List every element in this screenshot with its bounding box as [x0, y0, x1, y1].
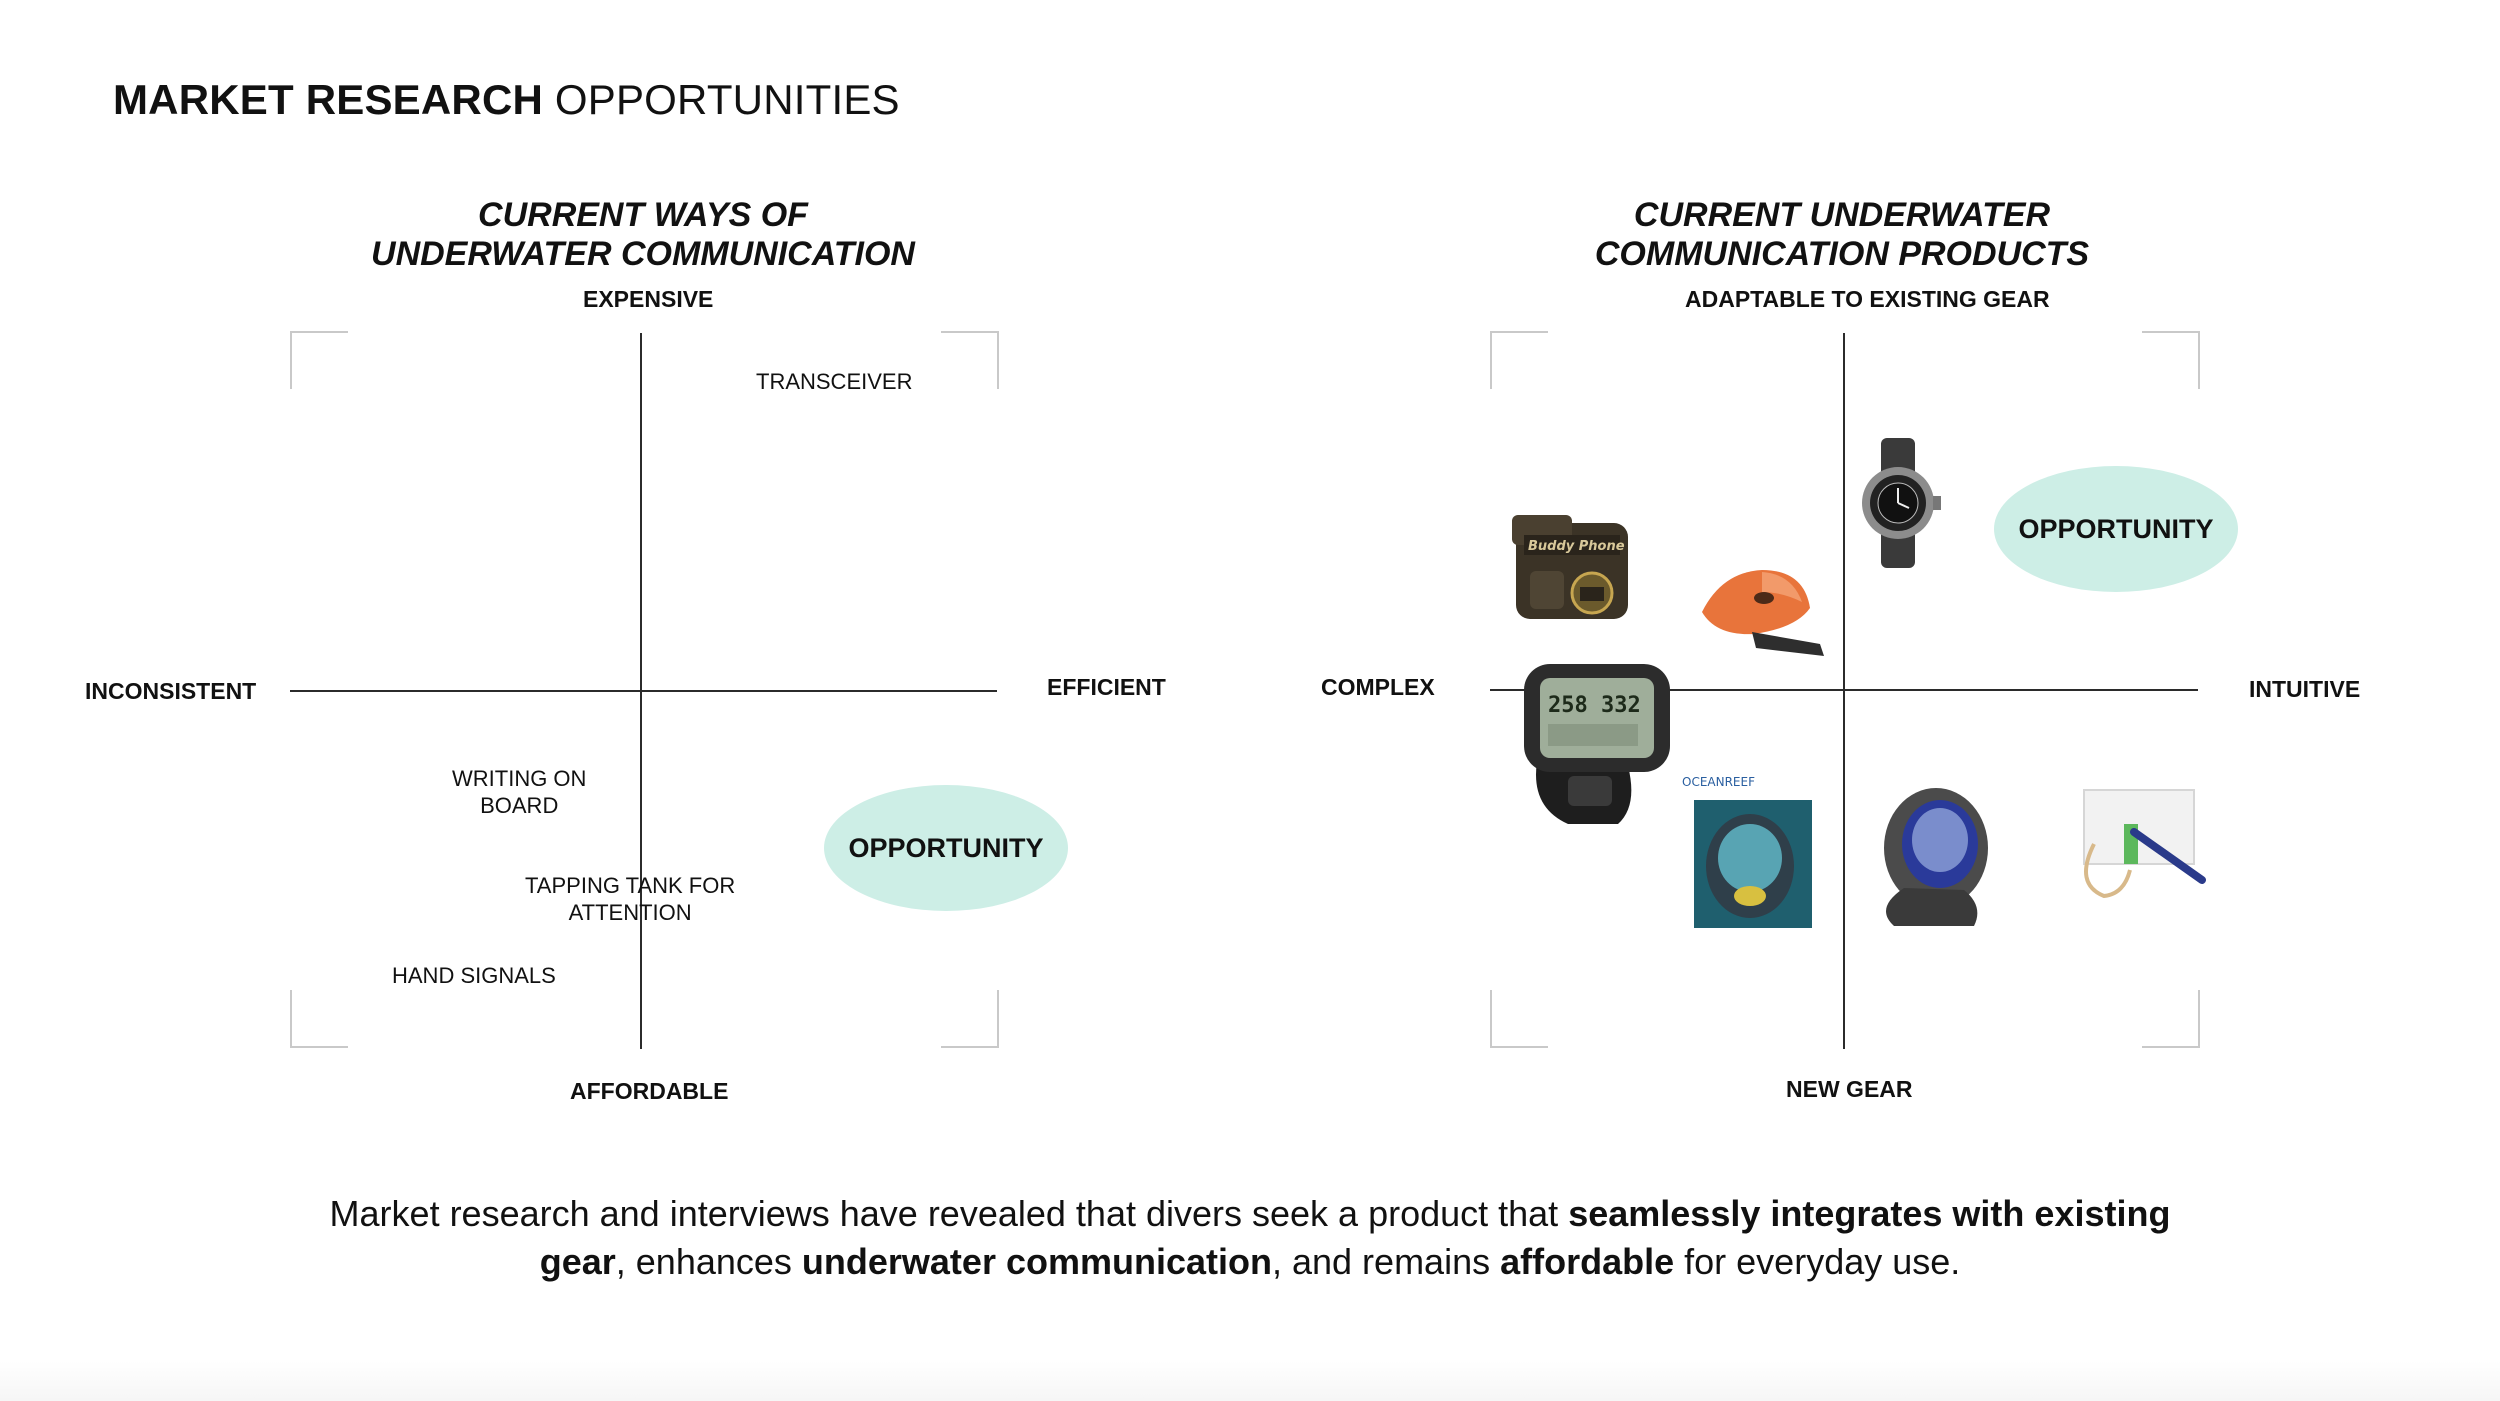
right-corner-bottom-left [1490, 990, 1548, 1048]
right-axis-right-label: INTUITIVE [2249, 676, 2361, 702]
left-chart-title: CURRENT WAYS OF UNDERWATER COMMUNICATION [371, 196, 915, 273]
buddy-phone-logo-text: Buddy Phone [1528, 539, 1625, 554]
right-axis-left-label: COMPLEX [1321, 674, 1435, 700]
left-axis-bottom-label: AFFORDABLE [570, 1078, 729, 1104]
dive-computer-image [1518, 656, 1678, 826]
item-transceiver: TRANSCEIVER [756, 369, 913, 394]
left-corner-bottom-right [941, 990, 999, 1048]
oceanreef-brand-text: OCEANREEF [1682, 775, 1755, 789]
right-corner-top-right [2142, 331, 2200, 389]
left-opportunity-ellipse: OPPORTUNITY [824, 785, 1068, 911]
right-vertical-axis [1843, 333, 1845, 1049]
left-corner-top-left [290, 331, 348, 389]
left-axis-top-label: EXPENSIVE [583, 286, 714, 312]
summary-text [300, 1190, 2200, 1286]
left-corner-top-right [941, 331, 999, 389]
right-axis-top-label: ADAPTABLE TO EXISTING GEAR [1685, 286, 2050, 312]
right-corner-bottom-right [2142, 990, 2200, 1048]
orange-mouthpiece-device-image [1692, 552, 1832, 662]
summary-part-2: , enhances [615, 1241, 802, 1282]
right-chart-title: CURRENT UNDERWATER COMMUNICATION PRODUCTS [1594, 196, 2090, 273]
page-title-bold: MARKET RESEARCH [113, 76, 544, 123]
summary-bold-3: affordable [1500, 1241, 1675, 1282]
summary-bold-2: underwater communication [801, 1241, 1272, 1282]
summary-part-1: Market research and interviews have revealed that divers seek a product that [329, 1193, 1569, 1234]
right-opportunity-ellipse: OPPORTUNITY [1994, 466, 2238, 592]
bottom-fade [0, 1361, 2500, 1401]
writing-slate-image [2064, 784, 2214, 904]
left-corner-bottom-left [290, 990, 348, 1048]
dive-watch-image [1853, 438, 1943, 568]
full-face-mask-oceanreef-image [1680, 770, 1820, 930]
left-horizontal-axis [290, 690, 997, 692]
item-tapping-tank: TAPPING TANK FOR ATTENTION [525, 873, 736, 925]
summary-part-3: , and remains [1271, 1241, 1501, 1282]
right-axis-bottom-label: NEW GEAR [1786, 1076, 1913, 1102]
left-axis-right-label: EFFICIENT [1047, 674, 1166, 700]
item-writing-on-board: WRITING ON BOARD [452, 766, 587, 818]
full-face-mask-blue-image [1864, 778, 2014, 928]
dive-computer-readout: 258 332 [1548, 693, 1641, 718]
summary-bold-1: seamlessly integrates with existing gear [539, 1193, 2171, 1282]
left-axis-left-label: INCONSISTENT [85, 678, 257, 704]
right-corner-top-left [1490, 331, 1548, 389]
buddy-phone-device-image [1508, 505, 1638, 635]
page-title [113, 76, 900, 124]
item-hand-signals: HAND SIGNALS [392, 963, 556, 988]
summary-part-4: for everyday use. [1674, 1241, 1961, 1282]
left-vertical-axis [640, 333, 642, 1049]
page-title-regular: OPPORTUNITIES [554, 76, 900, 123]
